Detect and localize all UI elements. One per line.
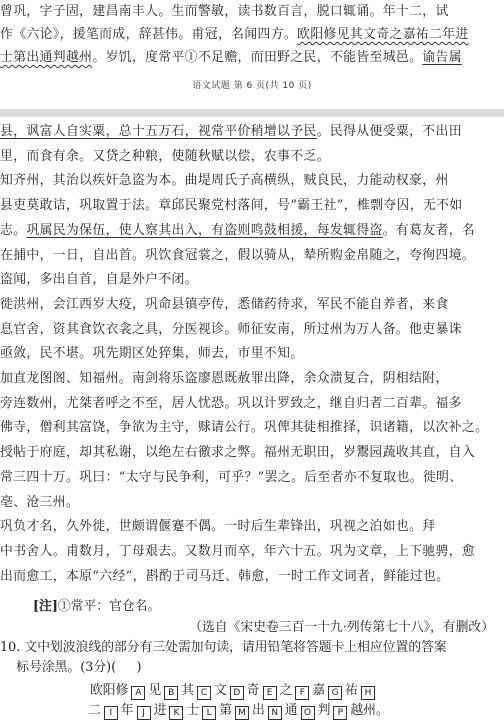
answer-box[interactable]: I [104, 706, 118, 720]
option-text: 通 [284, 703, 298, 718]
underline: 谕告属 [422, 50, 462, 65]
answer-box[interactable]: L [202, 706, 216, 720]
option-text: 第 [219, 703, 232, 718]
body-line: 知齐州，其治以疾奸急盗为本。曲堤周氏子高横纵，贼良民，力能动权豪，州 [0, 173, 449, 189]
option-text: 出 [251, 703, 265, 718]
source-citation: （选自《宋史卷三百一十九·列传第七十八》，有删改） [189, 620, 494, 635]
option-text: 二 [88, 703, 101, 718]
underline: 巩属民为保伍，使人察其出入，有盗则鸣鼓相援，每发辄得盗 [26, 222, 383, 238]
question-line-2: 标号涂黑。(3分)( ) [0, 660, 142, 675]
option-text: 欧阳修 [90, 683, 129, 698]
body-line: 佛寺，僧利其富饶，争欲为主守，赇请公行。巩俾其徒相推择，识诸籍，以次补之。 [0, 420, 489, 436]
answer-box[interactable]: D [230, 686, 244, 700]
body-line: 里，而食有余。又贷之种粮，使随秋赋以偿，农事不乏。 [0, 148, 330, 164]
top-line-3 [0, 48, 462, 68]
answer-box[interactable]: C [197, 686, 211, 700]
body-line: 巩负才名，久外徙，世颇谓偃蹇不偶。一时后生辈锋出，巩视之泊如也。拜 [0, 519, 436, 535]
body-line: 中书舍人。甫数月，丁母艰去。又数月而卒，年六十五。巩为文章，上下驰骋，愈 [0, 543, 476, 559]
options-row-1 [90, 681, 378, 701]
body-line: 亳、沧三州。 [0, 494, 80, 510]
body-line: 志。巩属民为保伍，使人察其出入，有盗则鸣鼓相援，每发辄得盗。有葛友者，名 [0, 222, 476, 238]
answer-box[interactable]: P [333, 706, 347, 720]
body-line: 出而愈工，本原“六经”，斟酌于司马迁、韩愈，一时工作文词者，鲜能过也。 [0, 568, 450, 584]
option-text: 嘉 [312, 683, 326, 698]
annotation-label: [注] [33, 599, 58, 614]
option-text: 士 [186, 703, 200, 718]
underline: 县，讽富人自实粟，总十五万石，视常平价稍增以予民 [0, 124, 317, 139]
wavy-underline: 士第出通判越州 [0, 50, 93, 65]
options-row-2 [88, 701, 392, 721]
answer-box[interactable]: J [137, 706, 151, 720]
body-line: 息官舍，资其食饮衣衾之具，分医视诊。师征安南，所过州为万人备。他吏暴诛 [0, 321, 462, 337]
option-text: 之 [279, 683, 293, 698]
option-text: 进 [153, 703, 167, 718]
top-line-1: 曾巩，字子固，建昌南丰人。生而警敏，读书数百言，脱口辄诵。年十二，试 [0, 4, 449, 19]
question-line-1: 10. 文中划波浪线的部分有三处需加句读，请用铅笔将答题卡上相应位置的答案 [0, 640, 447, 655]
option-text: 见 [148, 683, 162, 698]
body-line: 旁连数州，尤桀者呼之不至，居人忧恐。巩以计罗致之，继自归者二百辈。福多 [0, 395, 462, 411]
option-text: 文 [213, 683, 227, 698]
body-line: 在捕中，一日，自出首。巩饮食冠裳之，假以骑从，辇所购金帛随之，夸徇四境。 [0, 247, 476, 263]
answer-box[interactable]: N [268, 706, 282, 720]
page-break-band [0, 109, 504, 117]
body-line: 盗闻，多出自首，自是外户不闭。 [0, 272, 198, 288]
answer-box[interactable]: E [263, 686, 277, 700]
wavy-underline: 欧阳修见其文奇之嘉祐二年进 [297, 27, 469, 42]
option-text: 祐 [345, 683, 358, 698]
option-text: 其 [181, 683, 194, 698]
body-line: 县吏莫敢诘，巩取置于法。章邱民聚党村落间，号“霸王社”，椎剽夺囚，无不如 [0, 198, 463, 214]
annotation-text: ①常平：官仓名。 [57, 599, 161, 614]
annotation [33, 597, 160, 617]
answer-box[interactable]: K [169, 706, 183, 720]
body-line: 常三四十万。巩曰：“太守与民争利，可乎？”罢之。后至者亦不复取也。徙明、 [0, 469, 463, 485]
option-text: 奇 [246, 683, 260, 698]
answer-box[interactable]: O [301, 706, 315, 720]
body-line: 亟敛，民不堪。巩先期区处猝集，师去，市里不知。 [0, 346, 304, 362]
answer-box[interactable]: F [295, 686, 309, 700]
body-line: 县，讽富人自实粟，总十五万石，视常平价稍增以予民。民得从便受粟，不出田 [0, 124, 462, 139]
page-footer: 语文试题 第 6 页(共 10 页) [192, 81, 312, 91]
top-line-2 [0, 25, 469, 45]
top-line-2-text: 作《六论》，援笔而成，辞甚伟。甫冠，名闻四方。欧阳修见其文奇之嘉祐二年进 [0, 27, 469, 42]
answer-box[interactable]: H [361, 686, 375, 700]
body-line: 加直龙图阁、知福州。南剑将乐盗廖恩既赦罪出降，余众溃复合，阴相结附， [0, 371, 449, 386]
option-text: 年 [120, 703, 134, 718]
body-line: 授帖于府庭，却其私谢，以绝左右徼求之弊。福州无职田，岁鬻园蔬收其直，自入 [0, 445, 476, 461]
top-line-3-text: 士第出通判越州。岁饥，度常平①不足赡，而田野之民，不能皆至城邑。谕告属 [0, 50, 462, 65]
answer-box[interactable]: B [164, 686, 178, 700]
option-text: 判 [317, 703, 331, 718]
body-line: 徙洪州，会江西岁大疫，巩命县镇亭传，悉储药待求，军民不能自养者，来食 [0, 296, 449, 312]
answer-box[interactable]: M [235, 706, 249, 720]
answer-box[interactable]: G [328, 686, 342, 700]
question-10 [0, 638, 447, 678]
option-text: 越州。 [350, 703, 389, 718]
answer-box[interactable]: A [131, 686, 145, 700]
